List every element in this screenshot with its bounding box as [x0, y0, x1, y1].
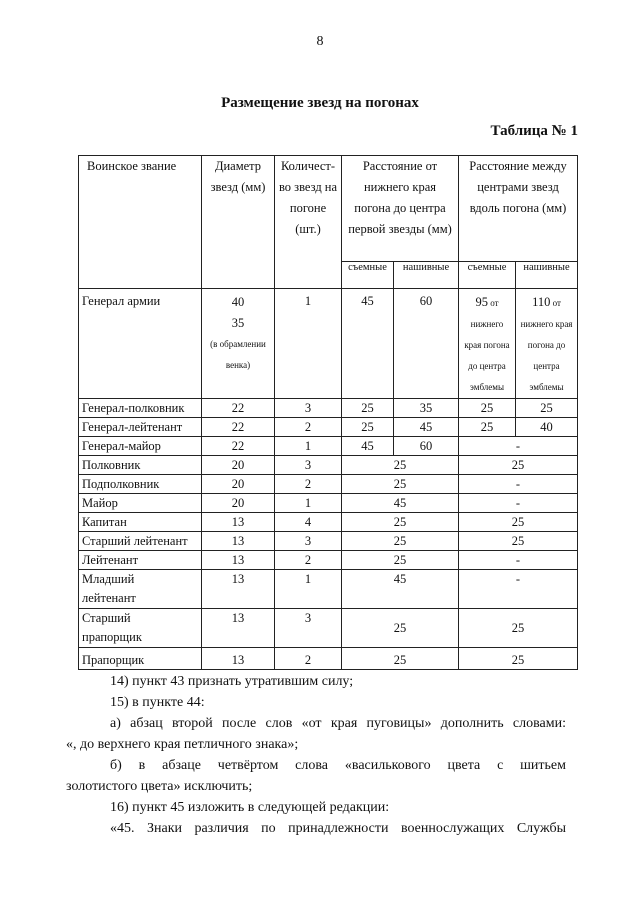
diameter-cell: [202, 289, 275, 399]
rank-cell: Подполковник: [79, 475, 202, 494]
edge-sewn-cell: 45: [394, 418, 459, 437]
table-row: [79, 551, 578, 570]
edge-cell: 45: [342, 570, 459, 609]
count-cell: 3: [275, 399, 342, 418]
edge-sewn-cell: 60: [394, 437, 459, 456]
between-cell: 25: [459, 648, 578, 670]
page-number: 8: [316, 34, 324, 49]
header-edge-removable: съемные: [342, 262, 394, 289]
edge-cell: 25: [342, 551, 459, 570]
rank-cell: Полковник: [79, 456, 202, 475]
count-cell: 2: [275, 418, 342, 437]
table-row: [79, 437, 578, 456]
count-cell: 4: [275, 513, 342, 532]
between-cell: -: [459, 494, 578, 513]
edge-cell: 25: [342, 513, 459, 532]
header-count: Количест-во звезд на погоне (шт.): [275, 156, 342, 289]
rank-cell: Младший лейтенант: [79, 570, 202, 609]
count-cell: 3: [275, 609, 342, 648]
between-removable-cell: [459, 289, 516, 399]
between-sewn-cell: [516, 289, 578, 399]
diameter-cell: 20: [202, 494, 275, 513]
between-note: от нижнего края погона до центра эмблемы: [520, 298, 573, 392]
edge-cell: 25: [342, 456, 459, 475]
diameter-cell: 22: [202, 437, 275, 456]
header-diameter: Диаметр звезд (мм): [202, 156, 275, 289]
diameter-value: 40: [231, 295, 245, 309]
diameter-cell: 13: [202, 551, 275, 570]
paragraph-45: «45. Знаки различия по принадлежности военнослужащих Службы: [110, 821, 566, 836]
between-sewn-cell: 40: [516, 418, 578, 437]
diameter-cell: 22: [202, 399, 275, 418]
count-cell: 3: [275, 456, 342, 475]
table-label: Таблица № 1: [490, 123, 578, 139]
paragraph-a-line1: а) абзац второй после слов «от края пуговицы» дополнить словами:: [110, 716, 566, 731]
rank-cell: Майор: [79, 494, 202, 513]
between-removable-cell: 25: [459, 418, 516, 437]
between-cell: -: [459, 551, 578, 570]
diameter-cell: 13: [202, 532, 275, 551]
table-row: [79, 494, 578, 513]
between-sewn-cell: 25: [516, 399, 578, 418]
rank-cell: Генерал армии: [79, 289, 202, 399]
edge-cell: 25: [342, 648, 459, 670]
table-row: [79, 418, 578, 437]
table-row: [79, 609, 578, 648]
header-edge-sewn: нашивные: [394, 262, 459, 289]
count-cell: 1: [275, 437, 342, 456]
between-cell: -: [459, 475, 578, 494]
table-row: [79, 475, 578, 494]
paragraph-a-line2: «, до верхнего края петличного знака»;: [66, 737, 299, 752]
diameter-cell: 22: [202, 418, 275, 437]
between-note: от нижнего края погона до центра эмблемы: [464, 298, 510, 392]
between-value: 95: [475, 295, 488, 309]
edge-cell: 25: [342, 532, 459, 551]
rank-cell: Лейтенант: [79, 551, 202, 570]
header-distance-between: Расстояние между центрами звезд вдоль погона (мм): [459, 156, 578, 262]
between-value: 110: [532, 295, 551, 309]
between-cell: -: [459, 570, 578, 609]
header-between-sewn: нашивные: [516, 262, 578, 289]
count-cell: 1: [275, 289, 342, 399]
diameter-cell: 13: [202, 570, 275, 609]
count-cell: 2: [275, 551, 342, 570]
between-cell: 25: [459, 609, 578, 648]
diameter-value: 35: [231, 316, 245, 330]
count-cell: 3: [275, 532, 342, 551]
paragraph-16: 16) пункт 45 изложить в следующей редакции:: [110, 800, 390, 815]
rank-cell: Капитан: [79, 513, 202, 532]
diameter-note: (в обрамлении венка): [210, 339, 266, 370]
table-row: [79, 289, 578, 399]
rank-cell: Генерал-лейтенант: [79, 418, 202, 437]
rank-cell: Прапорщик: [79, 648, 202, 670]
star-placement-table: [78, 155, 578, 670]
edge-sewn-cell: 35: [394, 399, 459, 418]
count-cell: 1: [275, 494, 342, 513]
edge-removable-cell: 25: [342, 418, 394, 437]
diameter-cell: 20: [202, 456, 275, 475]
edge-removable-cell: 25: [342, 399, 394, 418]
edge-cell: 25: [342, 609, 459, 648]
table-row: [79, 513, 578, 532]
count-cell: 2: [275, 475, 342, 494]
edge-cell: 25: [342, 475, 459, 494]
rank-cell: Старший лейтенант: [79, 532, 202, 551]
rank-cell: Генерал-полковник: [79, 399, 202, 418]
between-cell: 25: [459, 513, 578, 532]
edge-removable-cell: 45: [342, 437, 394, 456]
edge-removable-cell: 45: [342, 289, 394, 399]
rank-cell: Старший прапорщик: [79, 609, 202, 648]
table-row: [79, 648, 578, 670]
between-cell: -: [459, 437, 578, 456]
header-distance-edge: Расстояние от нижнего края погона до центра первой звезды (мм): [342, 156, 459, 262]
edge-sewn-cell: 60: [394, 289, 459, 399]
count-cell: 2: [275, 648, 342, 670]
diameter-cell: 20: [202, 475, 275, 494]
paragraph-14: 14) пункт 43 признать утратившим силу;: [110, 674, 354, 689]
header-between-removable: съемные: [459, 262, 516, 289]
diameter-cell: 13: [202, 648, 275, 670]
table-row: [79, 532, 578, 551]
table-row: [79, 570, 578, 609]
between-removable-cell: 25: [459, 399, 516, 418]
count-cell: 1: [275, 570, 342, 609]
paragraph-b-line1: б) в абзаце четвёртом слова «василькового цвета с шитьем: [110, 758, 566, 773]
diameter-cell: 13: [202, 513, 275, 532]
between-cell: 25: [459, 532, 578, 551]
diameter-cell: 13: [202, 609, 275, 648]
rank-cell: Генерал-майор: [79, 437, 202, 456]
table-row: [79, 456, 578, 475]
header-rank: Воинское звание: [79, 156, 202, 289]
edge-cell: 45: [342, 494, 459, 513]
paragraph-b-line2: золотистого цвета» исключить;: [66, 779, 253, 794]
document-title: Размещение звезд на погонах: [221, 95, 419, 111]
between-cell: 25: [459, 456, 578, 475]
table-row: [79, 399, 578, 418]
paragraph-15: 15) в пункте 44:: [110, 695, 205, 710]
